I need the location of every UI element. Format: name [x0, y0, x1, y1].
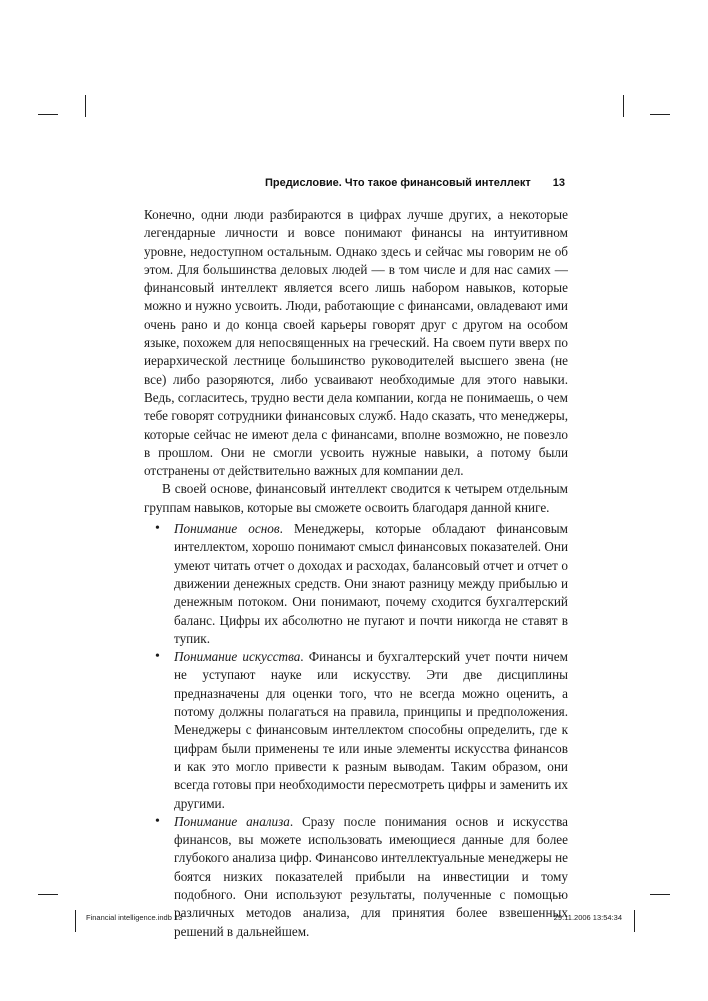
paragraph: В своей основе, финансовый интеллект сводится к четырем отдельным группам навыков, которые вы сможете освоить благодаря данной книге.	[144, 481, 568, 515]
list-item: • Понимание анализа. Сразу после понимания основ и искусства финансов, вы можете использовать имеющиеся данные для более глубокого анализа цифр. Финансово интеллектуальные менеджеры не боятся низких показателей прибыли на инвестиции и тому подобного. Они используют результаты, полученные с помощью различных методов анализа, для принятия более взвешенных решений в дальнейшем.	[144, 813, 568, 941]
skills-list	[144, 520, 568, 941]
list-item-term: Понимание основ	[174, 521, 280, 537]
list-item-text: Менеджеры, которые обладают финансовым интеллектом, хорошо понимают смысл финансовых показателей. Они умеют читать отчет о доходах и расходах, балансовый отчет и отчет о движении денежных средств. Они знают разницу между прибылью и денежным потоком. Они понимают, почему сходится бухгалтерский баланс. Цифры их абсолютно не пугают и почти никогда не ставят в тупик.	[174, 521, 568, 646]
crop-mark-top-left-h	[38, 114, 58, 115]
list-item-term: Понимание искусства	[174, 649, 301, 665]
list-item-term: Понимание анализа	[174, 813, 290, 829]
footer-datetime: 29.11.2006 13:54:34	[553, 913, 622, 922]
crop-mark-bottom-right-v	[634, 910, 635, 932]
paragraph: Конечно, одни люди разбираются в цифрах лучше других, а некоторые легендарные личности и вовсе понимают финансы на интуитивном уровне, недоступном остальным. Однако здесь и сейчас мы говорим не об этом. Для большинства деловых людей — в том числе и для нас самих — финансовый интеллект является всего лишь набором навыков, которые можно и нужно усвоить. Люди, работающие с финансами, овладевают ими очень рано и до конца своей карьеры говорят друг с другом на особом языке, похожем для непосвященных на греческий. На своем пути вверх по иерархической лестнице большинство руководителей высшего звена (не все) либо разоряются, либо усваивают необходимые для этого навыки. Ведь, согласитесь, трудно вести дела компании, когда не понимаешь, о чем тебе говорят сотрудники финансовых служб. Надо сказать, что менеджеры, которые сейчас не имеют дела с финансами, вполне возможно, не повезло в прошлом. Они не смогли усвоить нужные навыки, а потому были отстранены от действительно важных для компании дел.	[144, 207, 568, 479]
list-item-text: Финансы и бухгалтерский учет почти ничем не уступают науке или искусству. Эти две дисциплины предназначены для оценки того, что не всегда можно оценить, а потому должны полагаться на правила, принципы и предположения. Менеджеры с финансовым интеллектом способны определить, где к цифрам были применены те или иные элементы искусства финансов и как это могло привести к разным выводам. Таким образом, они всегда готовы при необходимости пересмотреть цифры и заменить их другими.	[174, 649, 568, 811]
crop-mark-bottom-left-v	[75, 910, 76, 932]
list-item-text: Сразу после понимания основ и искусства финансов, вы можете использовать имеющиеся данные для более глубокого анализа цифр. Финансово интеллектуальные менеджеры не боятся низких показателей прибыли на инвестиции и тому подобного. Они используют результаты, полученные с помощью различных методов анализа, для принятия более взвешенных решений в дальнейшем.	[174, 813, 569, 939]
crop-mark-bottom-right-h	[650, 894, 670, 895]
crop-mark-top-right-v	[623, 95, 624, 117]
footer-file-info: Financial intelligence.indb 13	[86, 913, 183, 922]
running-title: Предисловие. Что такое финансовый интеллект	[264, 177, 531, 189]
crop-mark-bottom-left-h	[38, 894, 58, 895]
running-header	[140, 177, 565, 189]
crop-mark-top-left-v	[85, 95, 86, 117]
list-item: • Понимание основ. Менеджеры, которые обладают финансовым интеллектом, хорошо понимают смысл финансовых показателей. Они умеют читать отчет о доходах и расходах, балансовый отчет и отчет о движении денежных средств. Они знают разницу между прибылью и денежным потоком. Они понимают, почему сходится бухгалтерский баланс. Цифры их абсолютно не пугают и почти никогда не ставят в тупик.	[144, 520, 568, 648]
page-body	[144, 206, 568, 941]
crop-mark-top-right-h	[650, 114, 670, 115]
list-item: • Понимание искусства. Финансы и бухгалтерский учет почти ничем не уступают науке или искусству. Эти две дисциплины предназначены для оценки того, что не всегда можно оценить, а потому должны полагаться на правила, принципы и предположения. Менеджеры с финансовым интеллектом способны определить, где к цифрам были применены те или иные элементы искусства финансов и как это могло привести к разным выводам. Таким образом, они всегда готовы при необходимости пересмотреть цифры и заменить их другими.	[144, 648, 568, 813]
page-number: 13	[552, 177, 565, 189]
